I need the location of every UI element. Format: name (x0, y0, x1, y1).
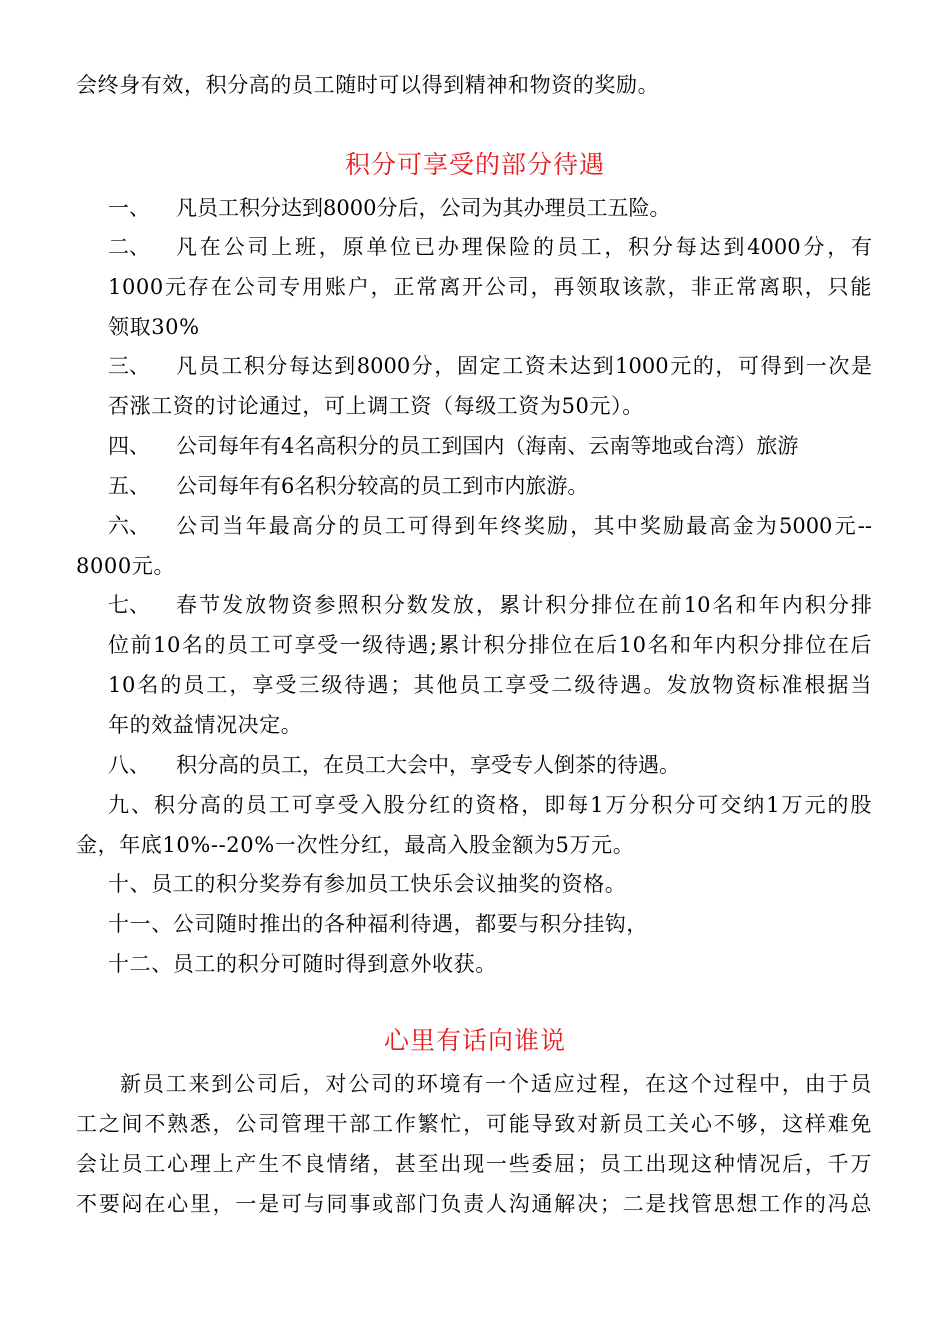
item-text-continued: 否涨工资的讨论通过，可上调工资（每级工资为50元）。 (108, 394, 644, 418)
item-text: 公司每年有4名高积分的员工到国内（海南、云南等地或台湾）旅游 (176, 434, 799, 458)
item-number: 七、 (108, 593, 150, 617)
item-text: 积分高的员工，在员工大会中，享受专人倒茶的待遇。 (176, 753, 680, 777)
item-text: 凡员工积分达到8000分后，公司为其办理员工五险。 (176, 196, 671, 220)
list-item: 十一、公司随时推出的各种福利待遇，都要与积分挂钩， (108, 912, 648, 936)
section-title-benefits: 积分可享受的部分待遇 (344, 150, 605, 179)
item-text-continued: 领取30% (108, 315, 200, 339)
list-item: 九、积分高的员工可享受入股分红的资格，即每1万分积分可交纳1万元的股 (108, 793, 872, 817)
item-text: 凡在公司上班，原单位已办理保险的员工，积分每达到4000分，有 (176, 235, 872, 259)
item-text-continued: 年的效益情况决定。 (108, 713, 303, 737)
paragraph-line: 不要闷在心里，一是可与同事或部门负责人沟通解决；二是找管思想工作的冯总 (76, 1192, 872, 1216)
item-number: 八、 (108, 753, 150, 777)
item-text-continued: 10名的员工，享受三级待遇；其他员工享受二级待遇。发放物资标准根据当 (108, 673, 872, 697)
item-number: 三、 (108, 354, 150, 378)
item-text-continued: 1000元存在公司专用账户，正常离开公司，再领取该款，非正常离职，只能 (108, 275, 872, 299)
item-text: 公司当年最高分的员工可得到年终奖励，其中奖励最高金为5000元-- (176, 514, 872, 538)
item-text-continued: 金，年底10%--20%一次性分红，最高入股金额为5万元。 (76, 833, 635, 857)
item-text: 公司每年有6名积分较高的员工到市内旅游。 (176, 474, 589, 498)
item-text-continued: 8000元。 (76, 554, 176, 578)
list-item: 十二、员工的积分可随时得到意外收获。 (108, 952, 497, 976)
paragraph-line: 工之间不熟悉，公司管理干部工作繁忙，可能导致对新员工关心不够，这样难免 (76, 1112, 872, 1136)
item-number: 四、 (108, 434, 150, 458)
item-number: 一、 (108, 196, 150, 220)
item-number: 二、 (108, 235, 150, 259)
item-number: 五、 (108, 474, 150, 498)
intro-tail-text: 会终身有效，积分高的员工随时可以得到精神和物资的奖励。 (76, 73, 660, 97)
list-item: 十、员工的积分奖券有参加员工快乐会议抽奖的资格。 (108, 872, 627, 896)
item-number: 六、 (108, 514, 150, 538)
paragraph-line: 新员工来到公司后，对公司的环境有一个适应过程，在这个过程中，由于员 (120, 1072, 872, 1096)
paragraph-line: 会让员工心理上产生不良情绪，甚至出现一些委屈；员工出现这种情况后，千万 (76, 1152, 872, 1176)
item-text: 春节发放物资参照积分数发放，累计积分排位在前10名和年内积分排 (176, 593, 872, 617)
section-title-talk: 心里有话向谁说 (383, 1026, 566, 1055)
item-text-continued: 位前10名的员工可享受一级待遇;累计积分排位在后10名和年内积分排位在后 (108, 633, 872, 657)
item-text: 凡员工积分每达到8000分，固定工资未达到1000元的，可得到一次是 (176, 354, 872, 378)
